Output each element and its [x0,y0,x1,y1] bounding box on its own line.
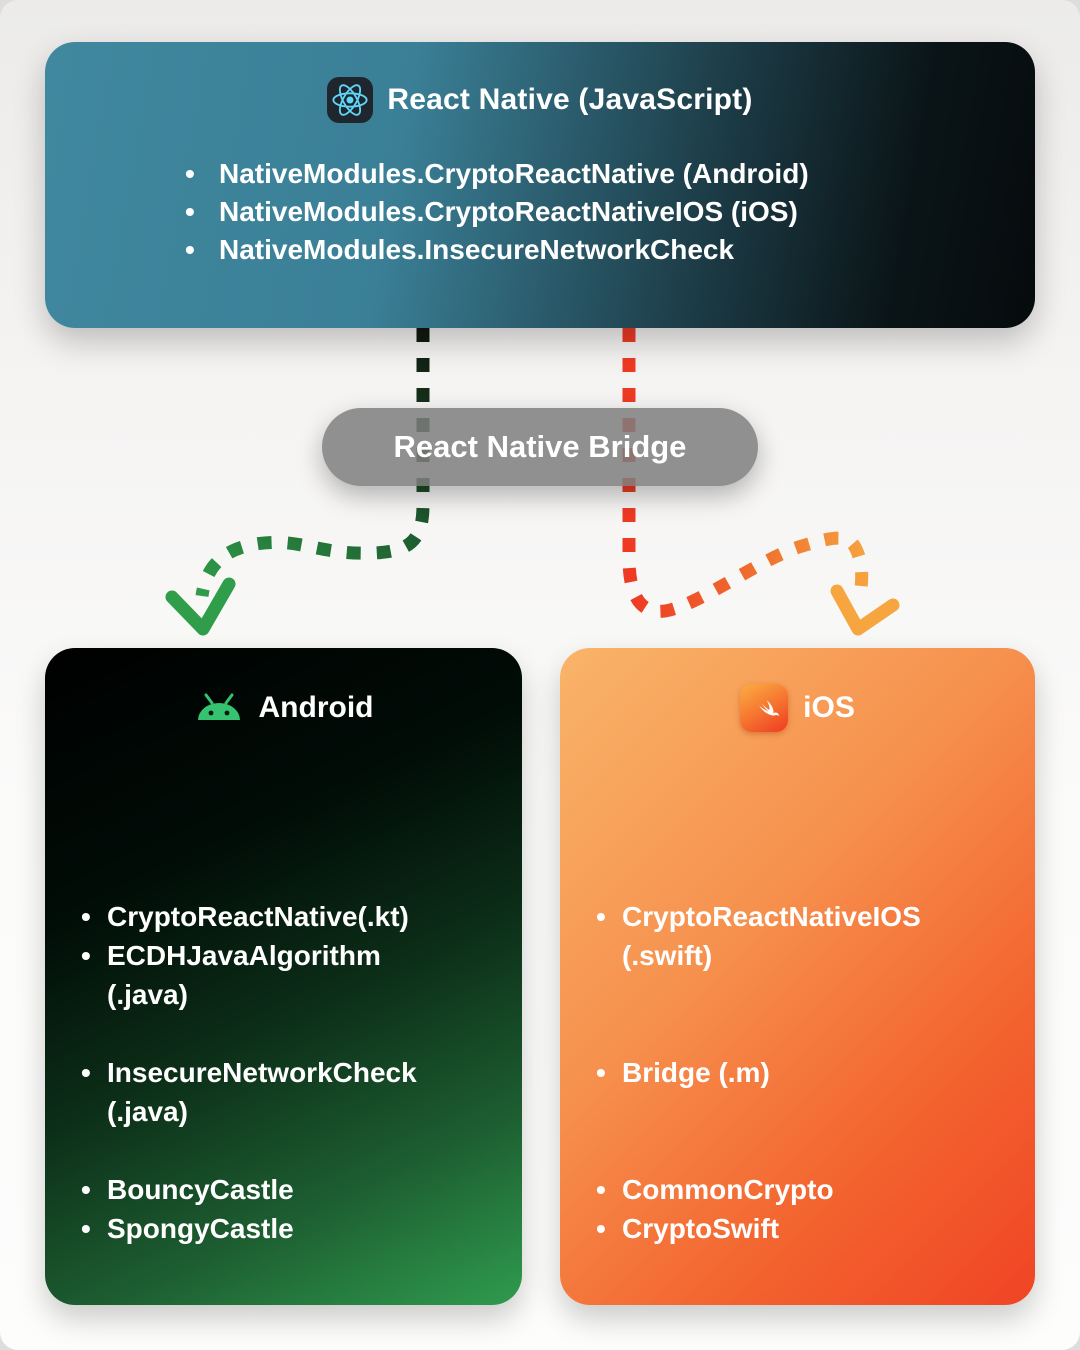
list-group [596,1053,1021,1092]
list-group [81,1053,508,1131]
android-card-header [45,648,522,732]
arrowhead-orange [837,591,893,629]
list-item [596,1053,1021,1092]
list-item [185,231,1035,269]
library-name: CommonCrypto [622,1174,834,1205]
bullet-dot: • [81,1057,91,1088]
list-item [185,155,1035,193]
android-card-title: Android [258,691,374,724]
library-name: BouncyCastle [107,1174,294,1205]
list-group [596,897,1021,975]
module-name: NativeModules.InsecureNetworkCheck [219,234,735,265]
react-logo-icon [327,77,373,123]
bullet-dot: • [81,901,91,932]
ios-card [560,648,1035,1305]
library-name: CryptoSwift [622,1213,780,1244]
bullet-dot: • [596,1057,606,1088]
android-card [45,648,522,1305]
list-group [81,897,508,1014]
file-name: InsecureNetworkCheck [107,1057,417,1088]
bullet-dot: • [81,940,91,971]
bullet-dot: • [185,196,195,227]
library-name: SpongyCastle [107,1213,294,1244]
list-item [596,1209,1021,1248]
list-group [596,1170,1021,1248]
file-name-continuation: (.swift) [622,940,713,971]
list-item [81,897,508,936]
bullet-dot: • [596,1174,606,1205]
file-name: ECDHJavaAlgorithm [107,940,381,971]
list-item [596,1170,1021,1209]
bullet-dot: • [185,158,195,189]
bullet-dot: • [596,1213,606,1244]
module-name: NativeModules.CryptoReactNativeIOS (iOS) [219,196,798,227]
swift-icon [740,684,788,732]
bridge-label: React Native Bridge [393,429,687,464]
list-item [81,1170,508,1209]
list-item [81,1053,508,1092]
file-name: CryptoReactNativeIOS [622,901,921,932]
react-native-card-header [45,42,1035,123]
react-native-card-title: React Native (JavaScript) [387,83,753,116]
ios-card-title: iOS [803,691,855,724]
list-item [81,1209,508,1248]
file-name: CryptoReactNative(.kt) [107,901,409,932]
react-native-card [45,42,1035,328]
ios-card-header [560,648,1035,732]
react-native-module-list [185,155,1035,269]
arrowhead-green [172,584,229,629]
file-name: Bridge (.m) [622,1057,770,1088]
file-name-continuation: (.java) [107,1096,188,1127]
bullet-dot: • [596,901,606,932]
list-item [185,193,1035,231]
module-name: NativeModules.CryptoReactNative (Android) [219,158,809,189]
react-native-bridge-pill [322,408,758,486]
list-group [81,1170,508,1248]
list-item [81,936,508,975]
list-item [596,897,1021,936]
bullet-dot: • [81,1174,91,1205]
bullet-dot: • [81,1213,91,1244]
bullet-dot: • [185,234,195,265]
android-file-list [45,897,522,1248]
file-name-continuation: (.java) [107,979,188,1010]
android-robot-icon [194,689,244,728]
ios-file-list [560,897,1035,1248]
